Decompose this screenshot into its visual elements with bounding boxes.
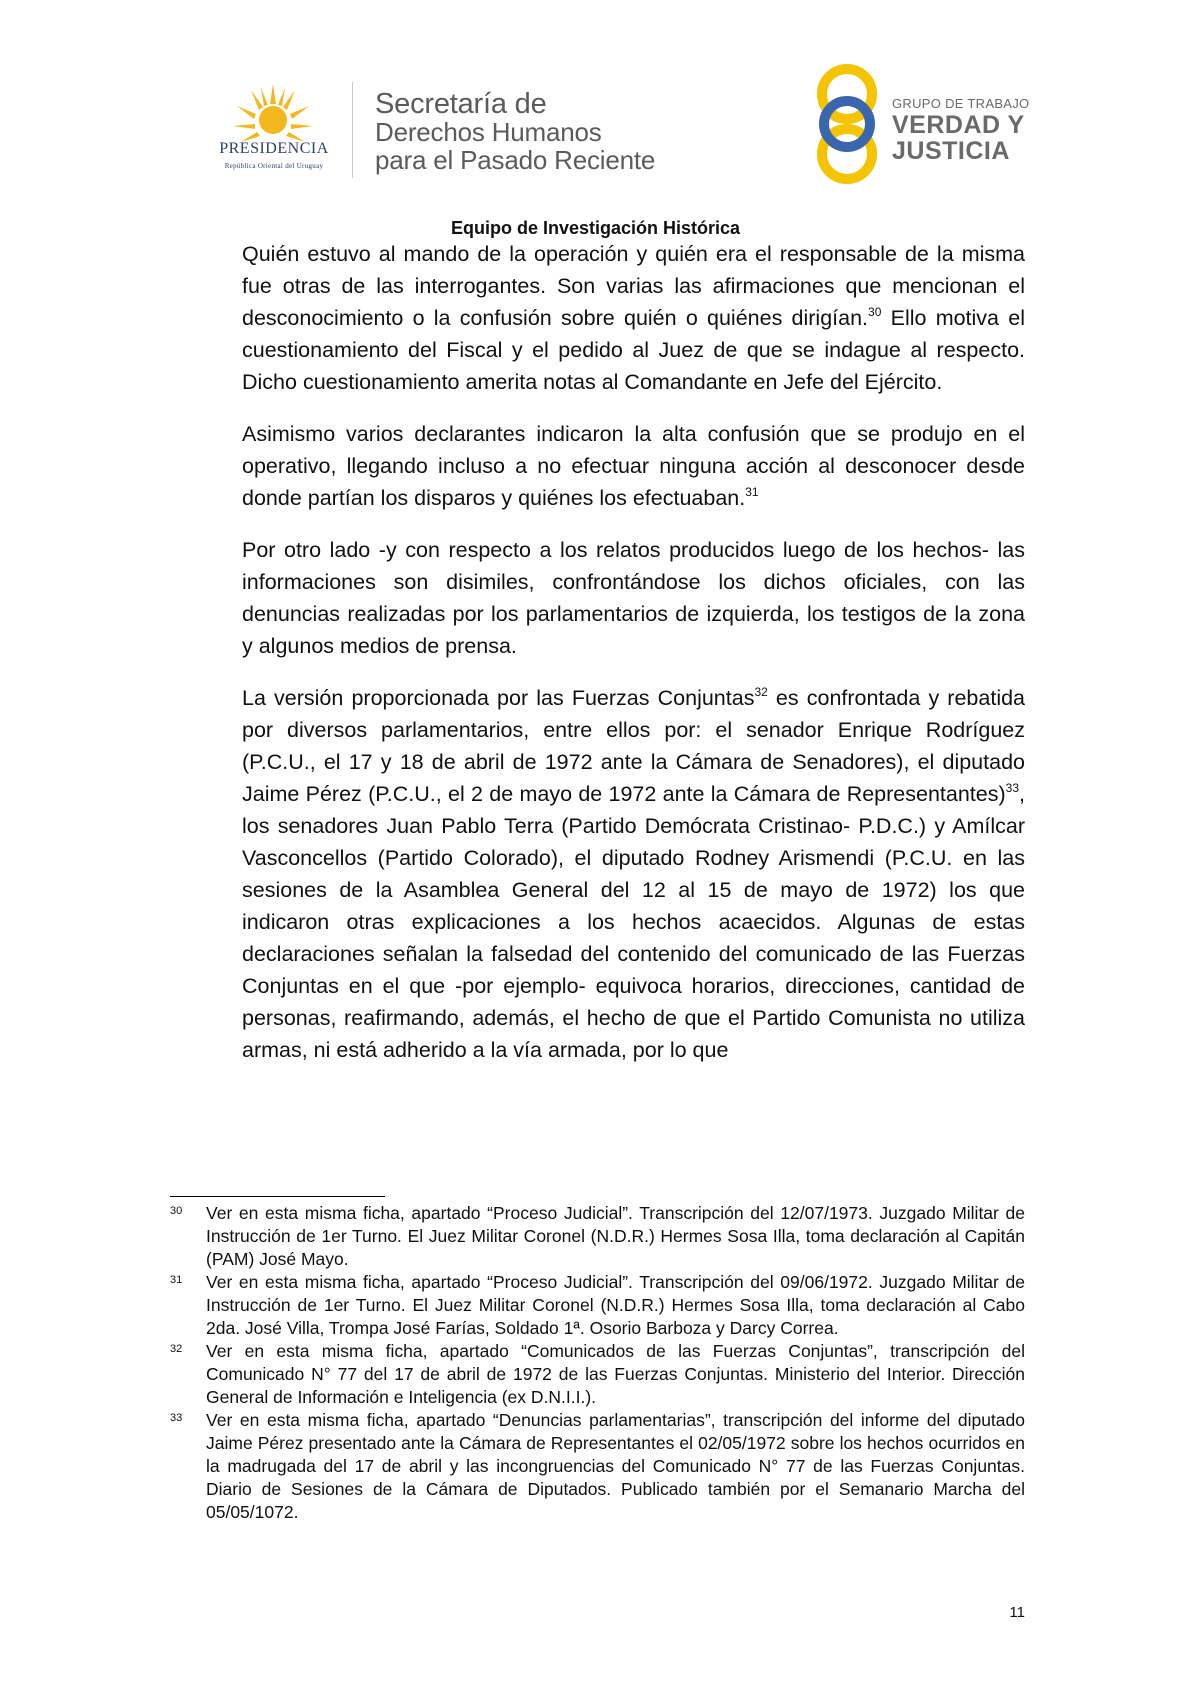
interlocking-rings-icon	[812, 62, 882, 186]
footnote-ref-31: 31	[745, 484, 759, 499]
footnote-number: 32	[170, 1343, 183, 1355]
body-text	[242, 238, 1025, 1086]
logo-divider	[352, 82, 353, 178]
paragraph-3: Por otro lado -y con respecto a los relatos producidos luego de los hechos- las informaciones son disimiles, confrontándose los dichos oficiales, con las denuncias realizadas por los parlamentarios de izquierda, los testigos de la zona y algunos medios de prensa.	[242, 538, 1025, 658]
footnote-30	[170, 1202, 1025, 1271]
paragraph-2-text: Asimismo varios declarantes indicaron la alta confusión que se produjo en el operativo, llegando incluso a no efectuar ninguna acción al desconocer desde donde partían los disparos y quiénes los efectuaban.	[242, 422, 1025, 510]
presidencia-logo	[195, 82, 353, 177]
footnote-separator	[170, 1196, 385, 1197]
footnote-text: Ver en esta misma ficha, apartado “Comunicados de las Fuerzas Conjuntas”, transcripción del Comunicado N° 77 del 17 de abril de 1972 de las Fuerzas Conjuntas. Ministerio del Interior. Dirección General de Información e Inteligencia (ex D.N.I.I.).	[206, 1341, 1025, 1407]
footnote-ref-32: 32	[754, 684, 768, 699]
footnote-text: Ver en esta misma ficha, apartado “Denuncias parlamentarias”, transcripción del informe del diputado Jaime Pérez presentado ante la Cámara de Representantes el 02/05/1972 sobre los hechos ocurridos en la madrugada del 17 de abril y las incongruencias del Comunicado N° 77 de las Fuerzas Conjuntas. Diario de Sesiones de la Cámara de Diputados. Publicado también por el Semanario Marcha del 05/05/1072.	[206, 1410, 1025, 1522]
paragraph-4-text-c: , los senadores Juan Pablo Terra (Partido Demócrata Cristinao- P.D.C.) y Amílcar Vasconcellos (Partido Colorado), el diputado Rodney Arismendi (P.C.U. en las sesiones de la Asamblea General del 12 al 15 de mayo de 1972) los que indicaron otras explicaciones a los hechos acaecidos. Algunas de estas declaraciones señalan la falsedad del contenido del comunicado de las Fuerzas Conjuntas en el que -por ejemplo- equivoca horarios, direcciones, cantidad de personas, reafirmando, además, el hecho de que el Partido Comunista no utiliza armas, ni está adherido a la vía armada, por lo que	[242, 782, 1025, 1062]
secretaria-line-2: Derechos Humanos	[375, 117, 602, 147]
page-number: 11	[1009, 1604, 1025, 1621]
grupo-verdad-justicia-logo	[812, 62, 1032, 187]
footnote-text: Ver en esta misma ficha, apartado “Proceso Judicial”. Transcripción del 12/07/1973. Juzgado Militar de Instrucción de 1er Turno. El Juez Militar Coronel (N.D.R.) Hermes Sosa Illa, toma declaración al Capitán (PAM) José Mayo.	[206, 1203, 1025, 1269]
footnote-number: 30	[170, 1205, 183, 1217]
paragraph-4	[242, 682, 1025, 1066]
paragraph-1	[242, 238, 1025, 398]
team-title: Equipo de Investigación Histórica	[450, 218, 741, 238]
secretaria-line-1: Secretaría de	[375, 88, 547, 120]
secretaria-line-3: para el Pasado Reciente	[375, 145, 656, 175]
presidencia-subtitle: República Oriental del Uruguay	[224, 162, 324, 170]
paragraph-1-text-a: Quién estuvo al mando de la operación y quién era el responsable de la misma fue otras de las interrogantes. Son varias las afirmaciones que mencionan el desconocimiento o la confusión sobre quién o quiénes dirigían.	[242, 242, 1025, 330]
paragraph-4-text-b: es confrontada y rebatida por diversos parlamentarios, entre ellos por: el senador Enrique Rodríguez (P.C.U., el 17 y 18 de abril de 1972 ante la Cámara de Senadores), el diputado Jaime Pérez (P.C.U., el 2 de mayo de 1972 ante la Cámara de Representantes)	[242, 686, 1026, 806]
footnotes	[170, 1202, 1025, 1524]
presidencia-name: PRESIDENCIA	[219, 140, 329, 157]
sun-emblem-icon	[233, 82, 313, 144]
paragraph-2	[242, 418, 1025, 514]
footnote-number: 33	[170, 1412, 183, 1424]
secretaria-title	[375, 90, 655, 174]
paragraph-1-text-b: Ello motiva el cuestionamiento del Fiscal y el pedido al Juez de que se indague al respecto. Dicho cuestionamiento amerita notas al Comandante en Jefe del Ejército.	[242, 306, 1025, 394]
grupo-line-1: GRUPO DE TRABAJO	[892, 96, 1030, 111]
footnote-text: Ver en esta misma ficha, apartado “Proceso Judicial”. Transcripción del 09/06/1972. Juzgado Militar de Instrucción de 1er Turno. El Juez Militar Coronel (N.D.R.) Hermes Sosa Illa, toma declaración al Cabo 2da. José Villa, Trompa José Farías, Soldado 1ª. Osorio Barboza y Darcy Correa.	[206, 1272, 1025, 1338]
footnote-31	[170, 1271, 1025, 1340]
footnote-32	[170, 1340, 1025, 1409]
footnote-number: 31	[170, 1274, 183, 1286]
footnote-33	[170, 1409, 1025, 1524]
paragraph-4-text-a: La versión proporcionada por las Fuerzas Conjuntas	[242, 686, 755, 710]
grupo-line-3: JUSTICIA	[892, 137, 1010, 165]
footnote-ref-33: 33	[1005, 780, 1020, 795]
grupo-line-2: VERDAD Y	[892, 111, 1025, 139]
footnote-ref-30: 30	[868, 304, 882, 319]
